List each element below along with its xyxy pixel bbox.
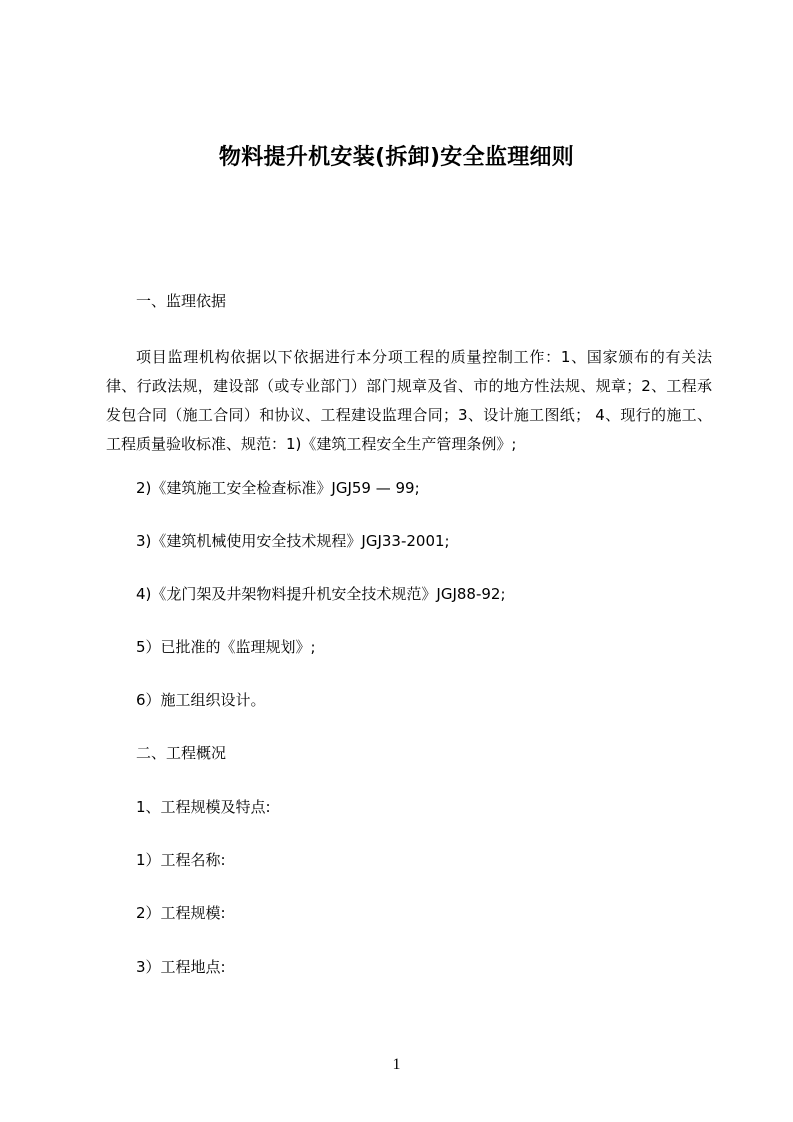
project-name-label: 1）工程名称: bbox=[136, 851, 226, 869]
overview-subheading: 1、工程规模及特点: bbox=[136, 798, 271, 816]
section-heading-basis: 一、监理依据 bbox=[136, 292, 227, 310]
basis-item-5: 5）已批准的《监理规划》; bbox=[136, 638, 316, 656]
basis-item-2: 2)《建筑施工安全检查标准》JGJ59 — 99; bbox=[136, 479, 420, 497]
document-title: 物料提升机安装(拆卸)安全监理细则 bbox=[218, 145, 575, 170]
project-location-label: 3）工程地点: bbox=[136, 958, 226, 976]
basis-item-6: 6）施工组织设计。 bbox=[136, 691, 266, 709]
section-heading-overview: 二、工程概况 bbox=[136, 744, 227, 762]
basis-item-3: 3)《建筑机械使用安全技术规程》JGJ33-2001; bbox=[136, 532, 450, 550]
basis-item-4: 4)《龙门架及井架物料提升机安全技术规范》JGJ88-92; bbox=[136, 585, 506, 603]
project-scale-label: 2）工程规模: bbox=[136, 904, 226, 922]
basis-paragraph: 项目监理机构依据以下依据进行本分项工程的质量控制工作：1、国家颁布的有关法律、行政法规，建设部（或专业部门）部门规章及省、市的地方性法规、规章；2、工程承发包合同（施工合同）和协议、工程建设监理合同；3、设计施工图纸； 4、现行的施工、工程质量验收标准、规范：1)《建筑工程安全生产管理条例》; bbox=[106, 348, 712, 453]
page-number: 1 bbox=[392, 1056, 401, 1073]
